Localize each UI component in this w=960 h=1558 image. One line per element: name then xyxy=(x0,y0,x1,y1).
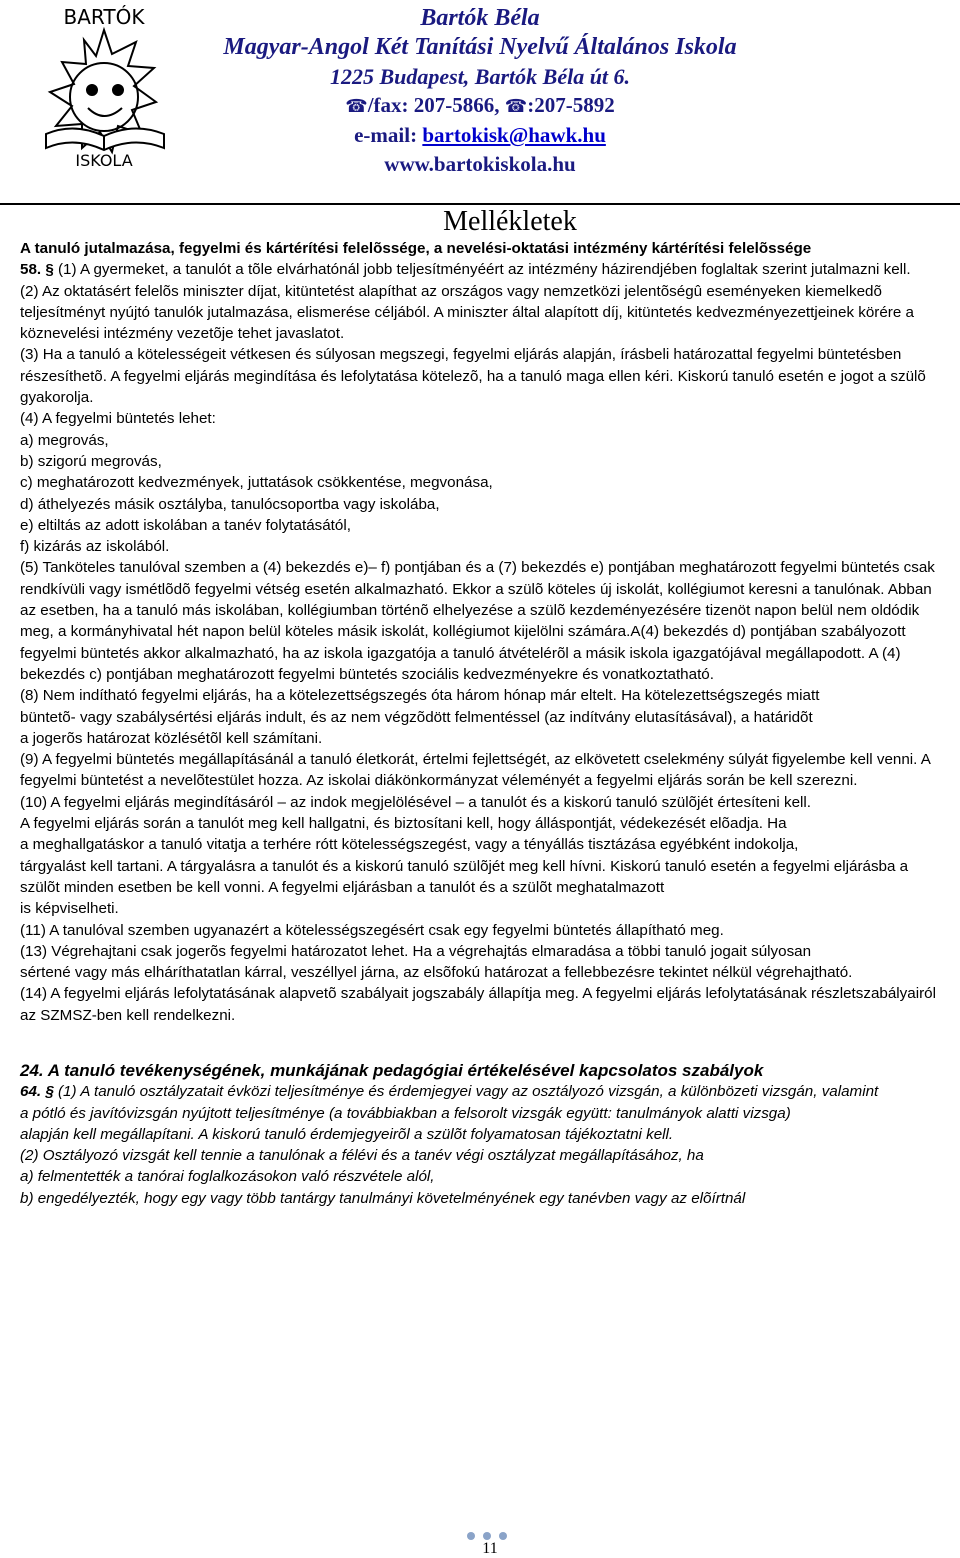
paragraph: sértené vagy más elháríthatatlan kárral, veszéllyel járna, az elsõfokú határozat a fellebbezésre tekintet nélkül végrehajtható. xyxy=(20,964,853,982)
paragraph: (3) Ha a tanuló a kötelességeit vétkesen és súlyosan megszegi, fegyelmi eljárás alapján, írásbeli határozattal fegyelmi büntetésben részesíthetõ. A fegyelmi eljárás megindítása és lefolytatása kötelezõ, ha a tanuló maga ellen kéri. Kiskorú tanuló esetén e jogot a szülõ gyakorolja. xyxy=(20,346,926,407)
paragraph: A fegyelmi eljárás során a tanulót meg kell hallgatni, és biztosítani kell, hogy álláspontját, védekezését elõadja. Ha xyxy=(20,815,787,833)
paragraph: (13) Végrehajtani csak jogerõs fegyelmi határozatot lehet. Ha a végrehajtás elmaradása a többi tanuló jogait súlyosan xyxy=(20,942,812,960)
phone-icon: ☎ xyxy=(504,96,528,117)
paragraph-64: 64. § (1) A tanuló osztályzatait évközi teljesítménye és érdemjegyei vagy az osztályozó vizsgán, a különbözeti vizsgán, valamint xyxy=(20,1083,879,1101)
list-item: c) meghatározott kedvezmények, juttatások csökkentése, megvonása, xyxy=(20,474,493,492)
logo-bottom-text: ISKOLA xyxy=(75,151,133,170)
email-line: e-mail: bartokisk@hawk.hu xyxy=(354,123,606,147)
logo-top-text: BARTÓK xyxy=(63,5,145,29)
paragraph: b) engedélyezték, hogy egy vagy több tantárgy tanulmányi követelményének egy tanévben vagy az elõírtnál xyxy=(20,1189,746,1207)
section-24-heading: 24. A tanuló tevékenységének, munkájának pedagógiai értékelésével kapcsolatos szabályok xyxy=(20,1060,764,1080)
paragraph: (4) A fegyelmi büntetés lehet: xyxy=(20,410,216,428)
paragraph: is képviselheti. xyxy=(20,900,119,918)
paragraph: tárgyalást kell tartani. A tárgyalásra a tanulót és a kiskorú tanuló szülõjét meg kell hívni. Kiskorú tanuló esetén a fegyelmi eljárásba a szülõt minden esetben be kell vonni. A fegyelmi eljárásban a tanulót és a szülõt meghatalmazott xyxy=(20,857,909,896)
paragraph-58: 58. § (1) A gyermeket, a tanulót a tõle elvárhatónál jobb teljesítményéért az intézmény házirendjében foglaltak szerint jutalmazni kell. xyxy=(20,261,911,279)
paragraph: a jogerõs határozat közlésétõl kell számítani. xyxy=(20,729,323,747)
paragraph: (10) A fegyelmi eljárás megindításáról – az indok megjelölésével – a tanulót és a kiskorú tanuló szülõjét értesíteni kell. xyxy=(20,793,812,811)
website: www.bartokiskola.hu xyxy=(384,152,576,176)
school-full-name: Magyar-Angol Két Tanítási Nyelvű Általános Iskola xyxy=(223,34,737,60)
paragraph: (9) A fegyelmi büntetés megállapításánál a tanuló életkorát, értelmi fejlettségét, az elkövetett cselekmény súlyát figyelembe kell venni. A fegyelmi büntetést a nevelõtestület hozza. Az iskolai diákönkormányzat véleményét a fegyelmi eljárás során be kell szerezni. xyxy=(20,751,931,790)
school-name: Bartók Béla xyxy=(420,5,540,31)
list-item: f) kizárás az iskolából. xyxy=(20,538,170,556)
paragraph: (2) Az oktatásért felelõs miniszter díjat, kitüntetést alapíthat az országos vagy nemzetközi jelentõségû eseményeken kiemelkedõ teljesítményt nyújtó tanulók jutalmazása, elismerése céljából. A miniszter által alapított díj, kitüntetés kedvezményezettjeinek körére a köznevelési intézmény vezetõje tehet javaslatot. xyxy=(20,282,914,343)
paragraph: (14) A fegyelmi eljárás lefolytatásának alapvetõ szabályait jogszabály állapítja meg. A fegyelmi eljárás lefolytatásának részletszabályairól az SZMSZ-ben kell rendelkezni. xyxy=(20,985,936,1024)
email-link[interactable]: bartokisk@hawk.hu xyxy=(422,123,606,147)
paragraph: (8) Nem indítható fegyelmi eljárás, ha a kötelezettségszegés óta három hónap már eltelt. Ha kötelezettségszegés miatt xyxy=(20,687,820,705)
page-title: Mellékletek xyxy=(443,206,577,237)
paragraph: a) felmentették a tanórai foglalkozásokon való részvétele alól, xyxy=(20,1168,435,1186)
phone-line: ☎/fax: 207-5866, ☎:207-5892 xyxy=(345,93,615,117)
list-item: b) szigorú megrovás, xyxy=(20,452,162,470)
paragraph: a pótló és javítóvizsgán nyújtott teljesítménye (a továbbiakban a felsorolt vizsgák együtt: tanulmányok alatti vizsga) xyxy=(20,1104,791,1122)
school-logo xyxy=(24,2,184,172)
school-address: 1225 Budapest, Bartók Béla út 6. xyxy=(329,64,631,89)
header-divider xyxy=(0,203,960,205)
paragraph: (2) Osztályozó vizsgát kell tennie a tanulónak a félévi és a tanév végi osztályzat megállapításához, ha xyxy=(20,1147,704,1165)
list-item: a) megrovás, xyxy=(20,431,109,449)
paragraph: (5) Tanköteles tanulóval szemben a (4) bekezdés e)– f) pontjában és a (7) bekezdés e) pontjában meghatározott fegyelmi büntetés csak rendkívüli vagy ismétlõdõ fegyelmi vétség esetén alkalmazható. Ekkor a szülõ köteles új iskolát, kollégiumot keresni a tanulónak. Abban az esetben, ha a tanuló más iskolában, kollégiumban történõ elhelyezése a szülõ kezdeményezésére tizenöt napon belül nem oldódik meg, a kormányhivatal hét napon belül köteles másik iskolát, kollégiumot kijelölni számára.A(4) bekezdés d) pontjában szabályozott fegyelmi büntetés akkor alkalmazható, ha az iskola igazgatója a tanuló átvételérõl a másik iskola igazgatójával megállapodott. A (4) bekezdés c) pontjában meghatározott fegyelmi büntetés szociális kedvezményekre és vonatkoztatható. xyxy=(20,559,935,683)
page-number: 11 xyxy=(482,1540,498,1557)
paragraph: alapján kell megállapítani. A kiskorú tanuló érdemjegyeirõl a szülõt folyamatosan tájékoztatni kell. xyxy=(20,1125,674,1143)
paragraph: büntetõ- vagy szabálysértési eljárás indult, és az nem végzõdött felmentéssel (az indítvány elutasításával), a határidõt xyxy=(20,708,813,726)
letterhead xyxy=(180,4,780,179)
section-heading: A tanuló jutalmazása, fegyelmi és kártérítési felelõssége, a nevelési-oktatási intézmény kártérítési felelõssége xyxy=(20,240,812,257)
phone-icon: ☎ xyxy=(345,96,368,117)
list-item: e) eltiltás az adott iskolában a tanév folytatásától, xyxy=(20,516,351,534)
document-body xyxy=(20,238,940,1209)
paragraph: a meghallgatáskor a tanuló vitatja a terhére rótt kötelességszegést, vagy a tényállás tisztázása egyébként indokolja, xyxy=(20,836,799,854)
list-item: d) áthelyezés másik osztályba, tanulócsoportba vagy iskolába, xyxy=(20,495,440,513)
paragraph: (11) A tanulóval szemben ugyanazért a kötelességszegésért csak egy fegyelmi büntetés állapítható meg. xyxy=(20,921,724,939)
